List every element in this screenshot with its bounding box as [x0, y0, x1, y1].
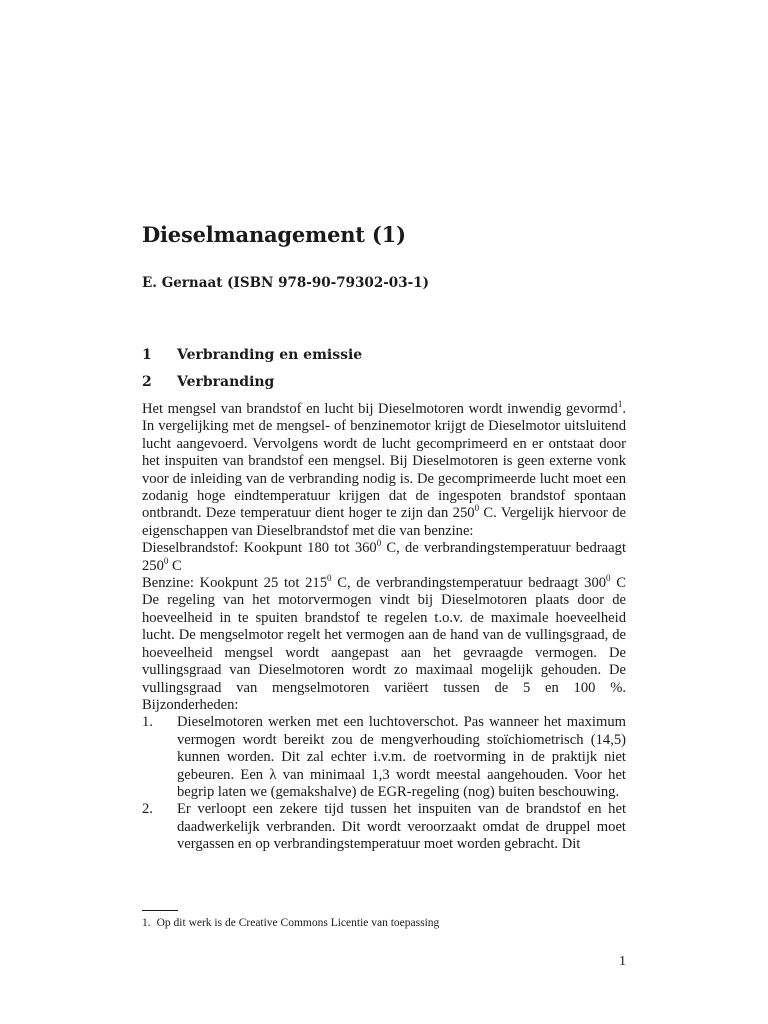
section-number: 2 [142, 374, 152, 390]
section-heading-2 [142, 374, 274, 390]
document-title: Dieselmanagement (1) [142, 222, 406, 247]
text-run: Dieselbrandstof: Kookpunt 180 tot 360 [142, 540, 377, 557]
page-number: 1 [619, 954, 626, 969]
list-marker: 1. [142, 714, 153, 731]
section-title: Verbranding [177, 374, 275, 390]
list-item-text: Er verloopt een zekere tijd tussen het inspuiten van de brandstof en het daadwerkelijk verbranden. Dit wordt veroorzaakt omdat de druppel moet vergassen en op verbrandingstemperatuur moet worden gebracht. Dit [177, 801, 626, 853]
body-text [142, 401, 626, 854]
footnote-rule [142, 910, 178, 911]
section-title: Verbranding en emissie [177, 347, 363, 363]
degree-superscript: 0 [327, 573, 332, 584]
text-run: Benzine: Kookpunt 25 tot 215 [142, 575, 327, 592]
degree-superscript: 0 [606, 573, 611, 584]
section-heading-1 [142, 347, 362, 363]
degree-superscript: 0 [474, 503, 480, 514]
paragraph [142, 401, 626, 540]
footnote-ref[interactable]: 1 [617, 399, 623, 410]
footnote-text: Op dit werk is de Creative Commons Licentie van toepassing [156, 917, 440, 929]
degree-superscript: 0 [163, 555, 169, 566]
author-line: E. Gernaat (ISBN 978-90-79302-03-1) [142, 275, 429, 291]
paragraph [142, 540, 626, 575]
section-number: 1 [142, 347, 152, 363]
footnote [142, 917, 439, 929]
list-item [142, 801, 626, 853]
text-run: C. Vergelijk hiervoor de eigenschappen van Dieselbrandstof met die van benzine: [142, 505, 627, 539]
list-item-text: Dieselmotoren werken met een luchtoverschot. Pas wanneer het maximum vermogen wordt bereikt zou de mengverhouding stoïchiometrisch (14,5) kunnen worden. Dit zal echter i.v.m. de roetvorming in de praktijk niet gebeuren. Een λ van minimaal 1,3 wordt meestal aangehouden. Voor het begrip laten we (gemakshalve) de EGR-regeling (nog) buiten beschouwing. [177, 714, 626, 800]
numbered-list [142, 714, 626, 853]
paragraph [142, 575, 626, 714]
text-run: C De regeling van het motorvermogen vindt bij Dieselmotoren plaats door de hoeveelheid in te spuiten brandstof te regelen t.o.v. de maximale hoeveelheid lucht. De mengselmotor regelt het vermogen aan de hand van de vullingsgraad, de hoeveelheid mengsel wordt aangepast aan het gevraagde vermogen. De vullingsgraad van Dieselmotoren wordt zo maximaal mogelijk gehouden. De vullingsgraad van mengselmotoren variëert tussen de 5 en 100 %. Bijzonderheden: [142, 575, 626, 713]
text-run: C [168, 557, 182, 574]
footnote-number: 1. [142, 917, 151, 929]
text-run: C, de verbrandingstemperatuur bedraagt 300 [331, 575, 607, 592]
list-marker: 2. [142, 801, 153, 818]
degree-superscript: 0 [376, 538, 382, 549]
text-run: C, de verbrandingstemperatuur bedraagt 250 [142, 540, 626, 574]
list-item [142, 714, 626, 801]
text-run: . In vergelijking met de mengsel- of benzinemotor krijgt de Dieselmotor uitsluitend lucht aangevoerd. Vervolgens wordt de lucht gecomprimeerd en er ontstaat door het inspuiten van brandstof een mengsel. Bij Dieselmotoren is geen externe vonk voor de inleiding van de verbranding nodig is. De gecomprimeerde lucht moet een zodanig hoge eindtemperatuur krijgen dat de ingespoten brandstof spontaan ontbrandt. Deze temperatuur dient hoger te zijn dan 250 [142, 401, 626, 522]
text-run: Het mengsel van brandstof en lucht bij Dieselmotoren wordt inwendig gevormd [142, 401, 618, 417]
